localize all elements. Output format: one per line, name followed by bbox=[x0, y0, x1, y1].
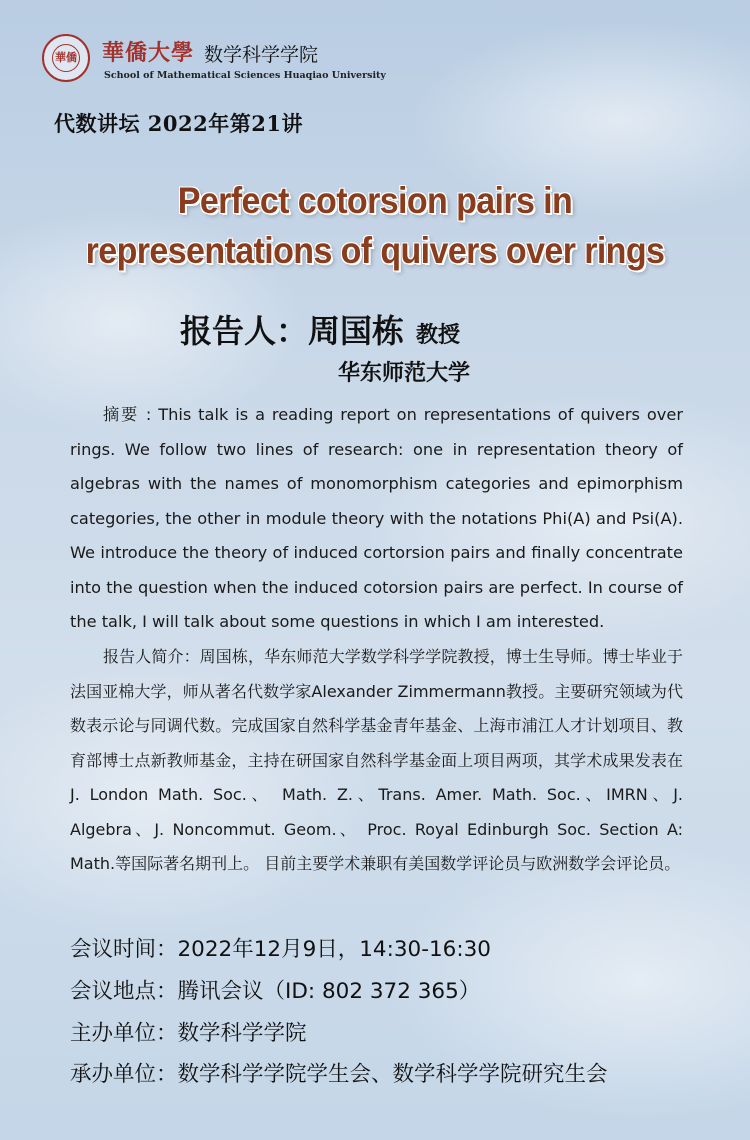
speaker-name: 报告人：周国栋 bbox=[180, 312, 405, 350]
organizer-unit: 承办单位：数学科学学院学生会、数学科学学院研究生会 bbox=[70, 1062, 608, 1087]
speaker-affiliation: 华东师范大学 bbox=[338, 361, 471, 386]
speaker bbox=[180, 306, 460, 352]
speaker-rank: 教授 bbox=[416, 323, 461, 348]
talk-title-line2: representations of quivers over rings bbox=[85, 230, 665, 272]
lecture-series: 代数讲坛 2022年第21讲 bbox=[54, 111, 303, 136]
meeting-place: 会议地点：腾讯会议（ID: 802 372 365） bbox=[70, 979, 481, 1004]
logo-seal-text: 華僑 bbox=[52, 44, 80, 72]
university-name-cn: 華僑大學 bbox=[102, 40, 195, 66]
university-logo bbox=[42, 34, 90, 82]
abstract: 摘要 : This talk is a reading report on representations of quivers over rings. We follow two lines of research: one in representation theory of algebras with the names of monomorphism categories and epimorphism categories, the other in module theory with the notations Phi(A) and Psi(A). We introduce the theory of induced cortorsion pairs and finally concentrate into the question when the induced cotorsion pairs are perfect. In course of the talk, I will talk about some questions in which I am interested. bbox=[70, 405, 683, 631]
host-unit: 主办单位：数学科学学院 bbox=[70, 1021, 307, 1046]
talk-title-line1: Perfect cotorsion pairs in bbox=[177, 180, 573, 222]
meeting-time: 会议时间：2022年12月9日，14:30-16:30 bbox=[70, 937, 491, 962]
school-name-en: School of Mathematical Sciences Huaqiao University bbox=[104, 70, 386, 81]
speaker-bio: 报告人简介：周国栋，华东师范大学数学科学学院教授，博士生导师。博士毕业于法国亚棉大学，师从著名代数学家Alexander Zimmermann教授。主要研究领域为代数表示论与同调代数。完成国家自然科学基金青年基金、上海市浦江人才计划项目、教育部博士点新教师基金，主持在研国家自然科学基金面上项目两项，其学术成果发表在 J. London Math. Soc.、 Math. Z.、Trans. Amer. Math. Soc.、IMRN、J. Algebra、J. Noncommut. Geom.、 Proc. Royal Edinburgh Soc. Section A: Math.等国际著名期刊上。 目前主要学术兼职有美国数学评论员与欧洲数学会评论员。 bbox=[70, 647, 683, 873]
school-name-cn: 数学科学学院 bbox=[204, 44, 319, 66]
